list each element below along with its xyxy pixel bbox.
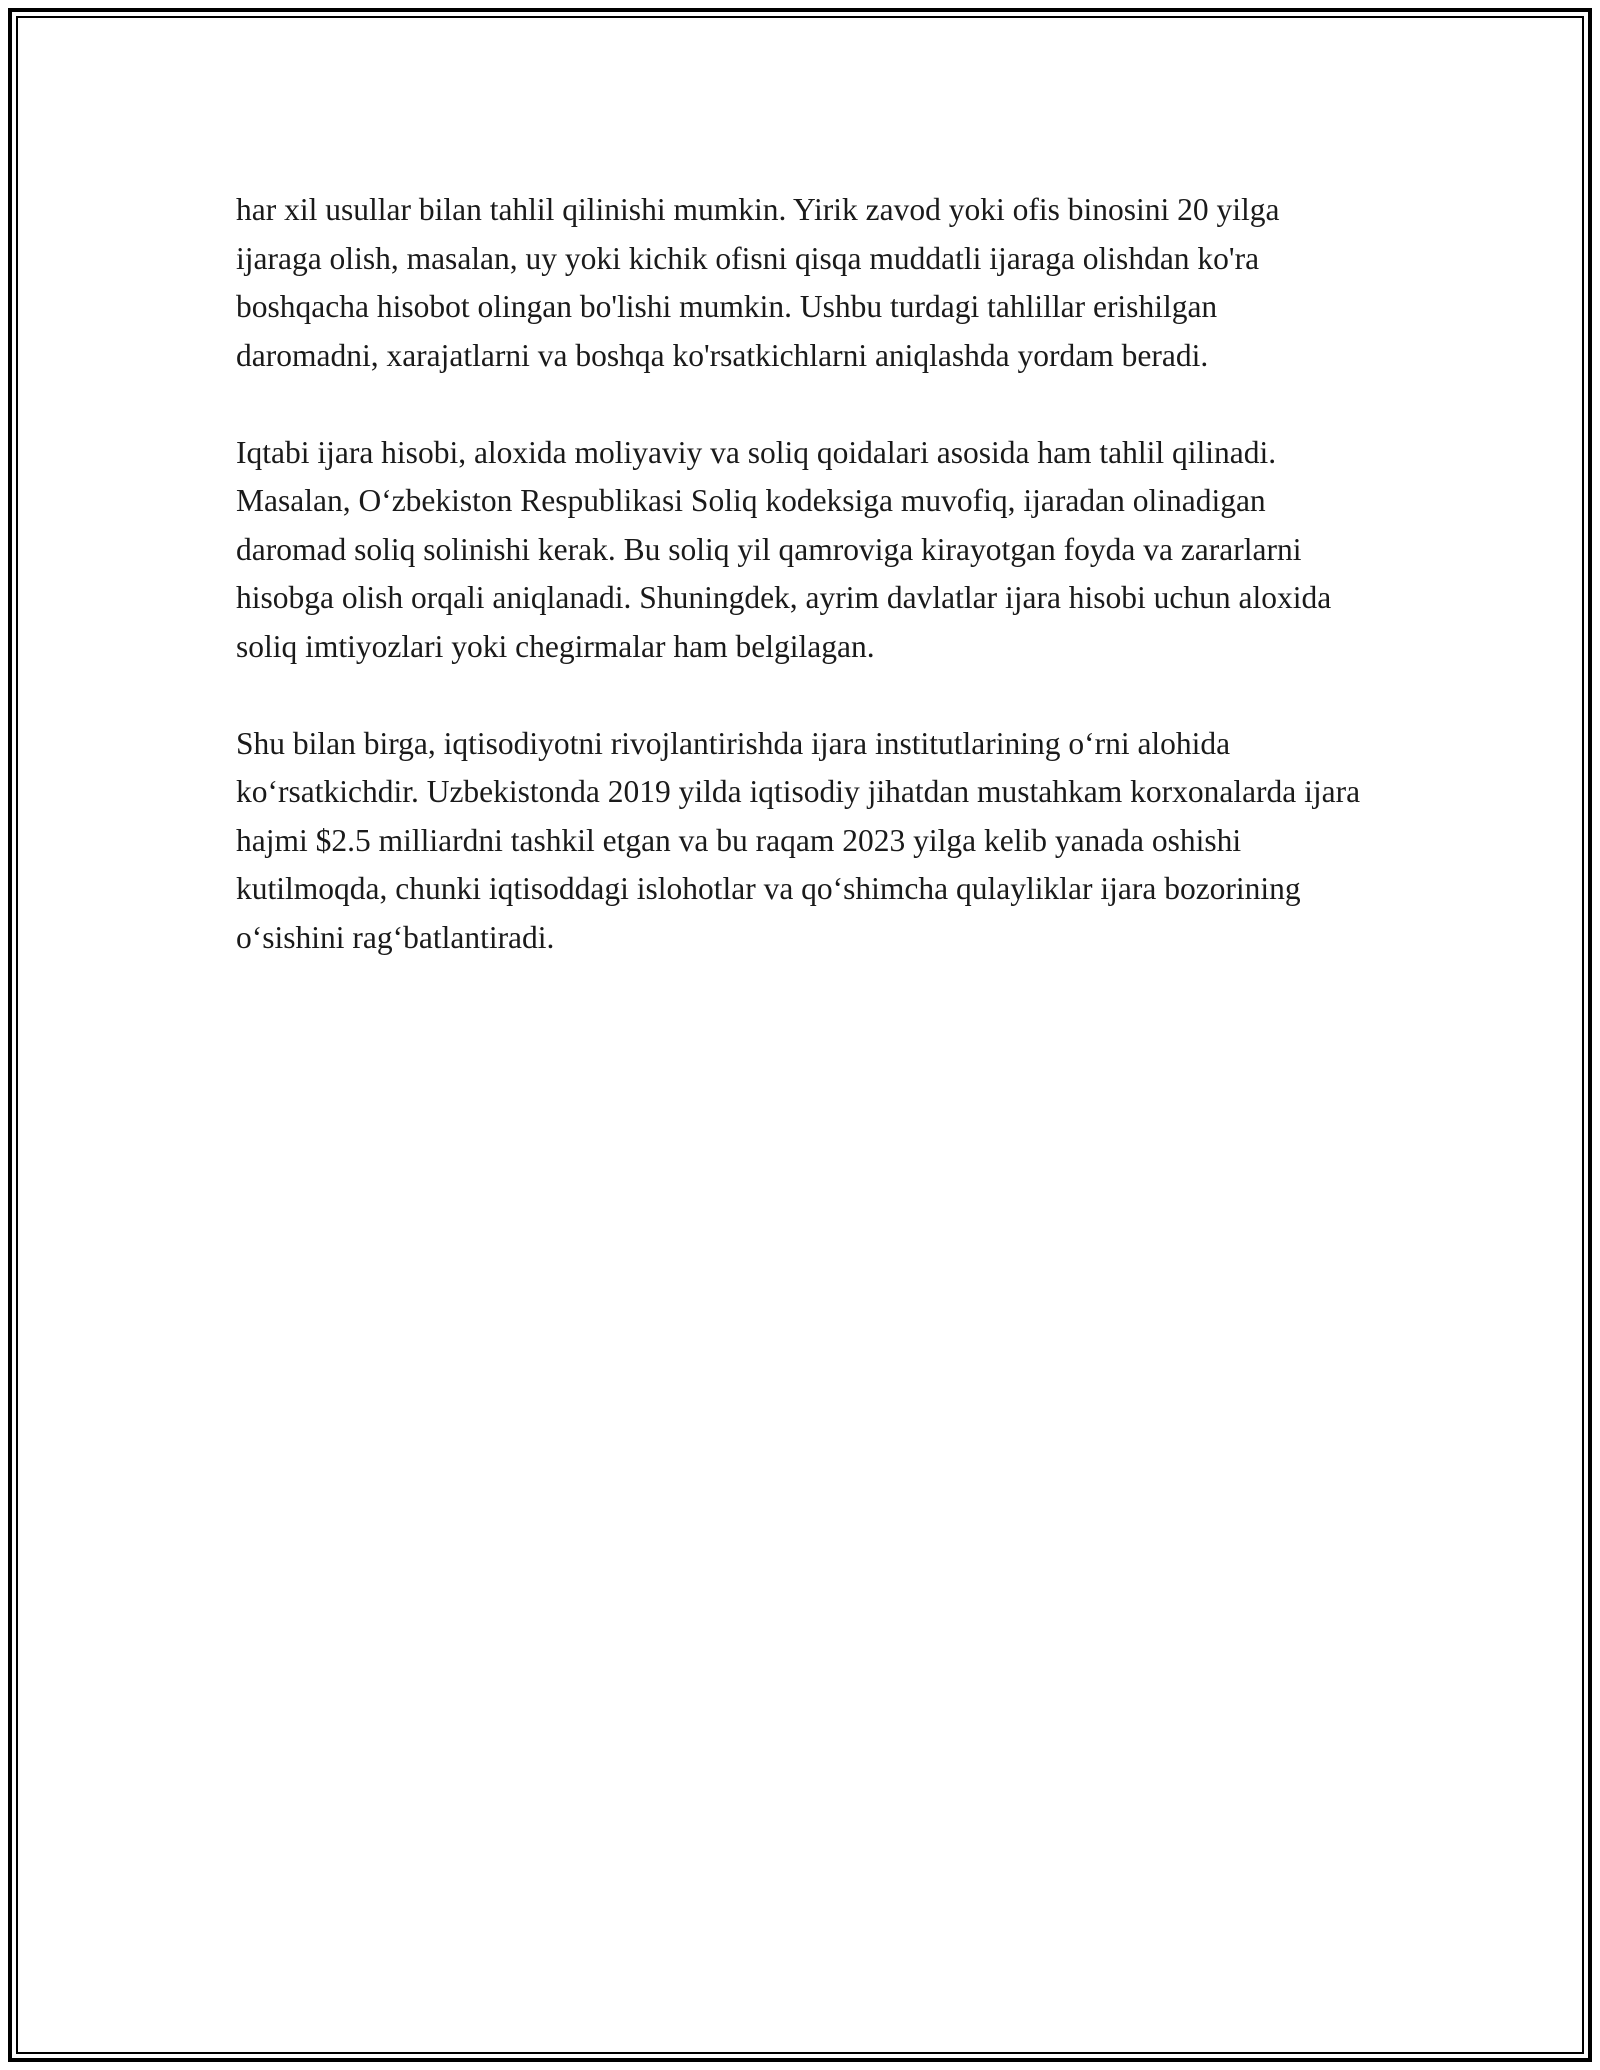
- paragraph-2: Iqtabi ijara hisobi, aloxida moliyaviy va soliq qoidalari asosida ham tahlil qilinadi. Masalan, O‘zbekiston Respublikasi Soliq kodeksiga muvofiq, ijaradan olinadigan daromad soliq solinishi kerak. Bu soliq yil qamroviga kirayotgan foyda va zararlarni hisobga olish orqali aniqlanadi. Shuningdek, ayrim davlatlar ijara hisobi uchun aloxida soliq imtiyozlari yoki chegirmalar ham belgilagan.: [236, 434, 1332, 664]
- document-body: [236, 186, 1366, 1011]
- paragraph-3: Shu bilan birga, iqtisodiyotni rivojlantirishda ijara institutlarining o‘rni alohida ko‘rsatkichdir. Uzbekistonda 2019 yilda iqtisodiy jihatdan mustahkam korxonalarda ijara hajmi $2.5 milliardni tashkil etgan va bu raqam 2023 yilga kelib yanada oshishi kutilmoqda, chunki iqtisoddagi islohotlar va qo‘shimcha qulayliklar ijara bozorining o‘sishini rag‘batlantiradi.: [236, 725, 1361, 955]
- paragraph-1: har xil usullar bilan tahlil qilinishi mumkin. Yirik zavod yoki ofis binosini 20 yilga ijaraga olish, masalan, uy yoki kichik ofisni qisqa muddatli ijaraga olishdan ko'ra boshqacha hisobot olingan bo'lishi mumkin. Ushbu turdagi tahlillar erishilgan daromadni, xarajatlarni va boshqa ko'rsatkichlarni aniqlashda yordam beradi.: [236, 192, 1280, 373]
